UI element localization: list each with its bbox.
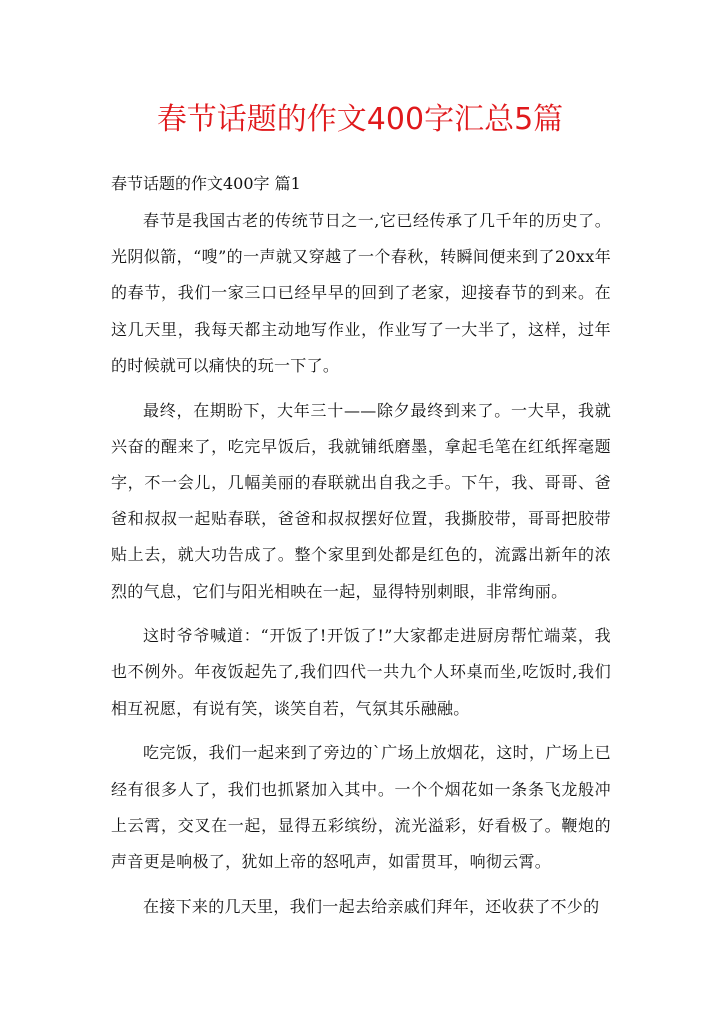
- paragraph-4: 吃完饭，我们一起来到了旁边的`广场上放烟花，这时，广场上已经有很多人了，我们也抓紧加入其中。一个个烟花如一条条飞龙般冲上云霄，交叉在一起，显得五彩缤纷，流光溢彩，好看极了。鞭炮的声音更是响极了，犹如上帝的怒吼声，如雷贯耳，响彻云霄。: [111, 743, 611, 871]
- paragraph-3: 这时爷爷喊道：“开饭了!开饭了!”大家都走进厨房帮忙端菜，我也不例外。年夜饭起先了,我们四代一共九个人环桌而坐,吃饭时,我们相互祝愿，有说有笑，谈笑自若，气氛其乐融融。: [111, 626, 611, 718]
- document-title: 春节话题的作文400字汇总5篇: [156, 102, 564, 137]
- essay-body: [111, 203, 611, 933]
- section-heading: 春节话题的作文400字 篇1: [111, 174, 301, 193]
- paragraph-5: 在接下来的几天里，我们一起去给亲戚们拜年，还收获了不少的: [143, 896, 600, 916]
- paragraph-1: 春节是我国古老的传统节日之一,它已经传承了几千年的历史了。光阴似箭，“嗖”的一声就又穿越了一个春秋，转瞬间便来到了20xx年的春节，我们一家三口已经早早的回到了老家，迎接春节的到来。在这几天里，我每天都主动地写作业，作业写了一大半了，这样，过年的时候就可以痛快的玩一下了。: [111, 211, 611, 375]
- paragraph-2: 最终，在期盼下，大年三十——除夕最终到来了。一大早，我就兴奋的醒来了，吃完早饭后，我就铺纸磨墨，拿起毛笔在红纸挥毫题字，不一会儿，几幅美丽的春联就出自我之手。下午，我、哥哥、爸爸和叔叔一起贴春联，爸爸和叔叔摆好位置，我撕胶带，哥哥把胶带贴上去，就大功告成了。整个家里到处都是红色的，流露出新年的浓烈的气息，它们与阳光相映在一起，显得特别刺眼，非常绚丽。: [111, 400, 611, 601]
